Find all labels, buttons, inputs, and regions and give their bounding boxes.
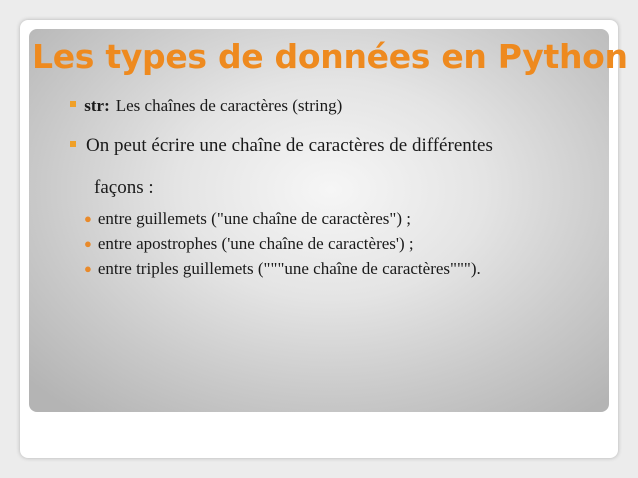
- bullet-text: On peut écrire une chaîne de caractères de différentes: [86, 135, 493, 156]
- bullet-continuation: façons :: [94, 177, 154, 198]
- sub-bullet-triple-quotes: [84, 258, 481, 281]
- sub-bullet-double-quotes: [84, 208, 411, 231]
- square-bullet-icon: [70, 101, 76, 107]
- bullet-str-definition: [70, 95, 342, 117]
- round-bullet-icon: ●: [84, 236, 92, 251]
- round-bullet-icon: ●: [84, 261, 92, 276]
- square-bullet-icon: [70, 141, 76, 147]
- bullet-text: Les chaînes de caractères (string): [115, 96, 343, 115]
- sub-bullet-text: entre apostrophes ('une chaîne de caractères') ;: [97, 234, 414, 253]
- bullet-keyword: str:: [84, 96, 110, 115]
- sub-bullet-text: entre guillemets ("une chaîne de caractères") ;: [97, 209, 411, 228]
- sub-bullet-text: entre triples guillemets ("""une chaîne de caractères""").: [97, 259, 481, 278]
- bullet-write-ways: [70, 134, 493, 158]
- slide-title: Les types de données en Python: [32, 37, 628, 76]
- round-bullet-icon: ●: [84, 211, 92, 226]
- sub-bullet-apostrophes: [84, 233, 414, 256]
